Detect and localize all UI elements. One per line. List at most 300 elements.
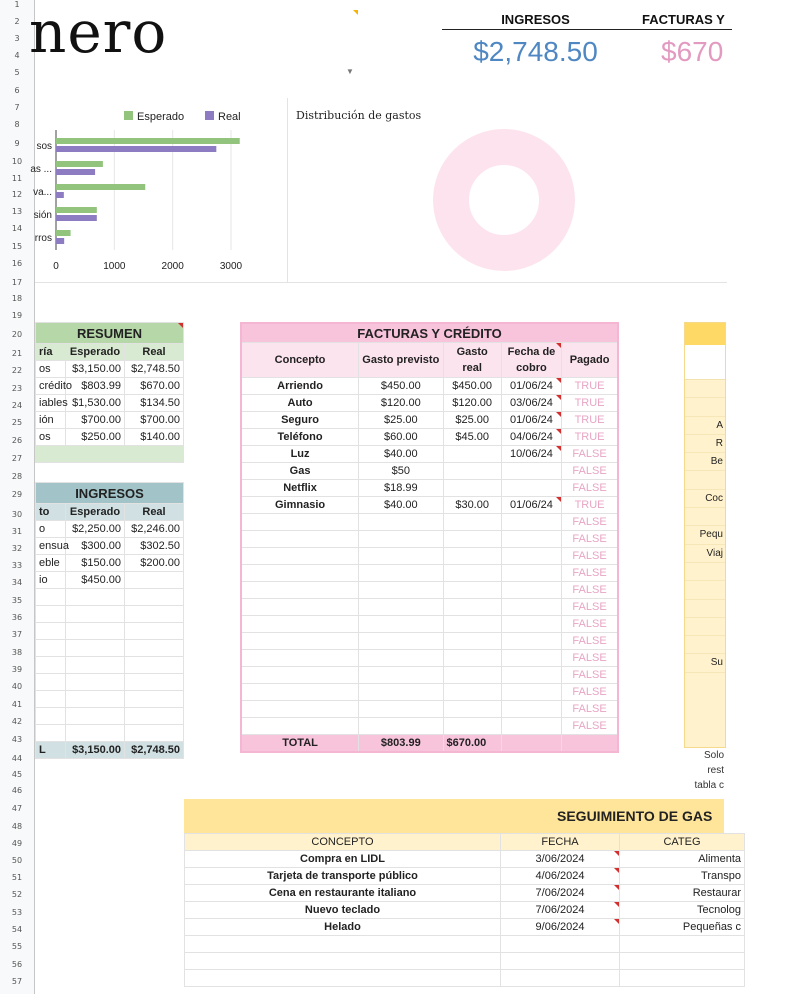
table-row[interactable]	[241, 497, 618, 514]
table-cell[interactable]	[620, 970, 745, 987]
table-cell[interactable]	[36, 623, 66, 640]
table-cell[interactable]	[443, 667, 501, 684]
table-cell[interactable]	[66, 606, 125, 623]
table-cell[interactable]: io	[36, 572, 66, 589]
row-number[interactable]: 8	[14, 120, 20, 129]
table-cell[interactable]: Nuevo teclado	[185, 902, 501, 919]
table-cell[interactable]: $300.00	[66, 538, 125, 555]
table-cell[interactable]	[185, 970, 501, 987]
table-cell[interactable]	[501, 718, 561, 735]
table-cell[interactable]: $700.00	[66, 412, 125, 429]
table-row[interactable]	[241, 650, 618, 667]
table-cell[interactable]: $200.00	[125, 555, 184, 572]
table-row[interactable]	[36, 555, 184, 572]
table-row[interactable]	[185, 902, 745, 919]
table-cell[interactable]: os	[36, 429, 66, 446]
table-cell[interactable]	[125, 674, 184, 691]
table-row[interactable]	[241, 599, 618, 616]
paid-checkbox[interactable]: FALSE	[562, 480, 618, 497]
row-number[interactable]: 29	[11, 490, 23, 499]
table-row[interactable]	[36, 708, 184, 725]
row-number[interactable]: 19	[11, 311, 23, 320]
table-cell[interactable]	[443, 548, 501, 565]
table-cell[interactable]: $120.00	[359, 395, 443, 412]
table-row[interactable]	[241, 667, 618, 684]
table-cell[interactable]: 9/06/2024	[501, 919, 620, 936]
table-cell[interactable]	[443, 684, 501, 701]
table-cell[interactable]	[66, 589, 125, 606]
table-cell[interactable]: $40.00	[359, 497, 443, 514]
table-row[interactable]	[241, 446, 618, 463]
table-row[interactable]	[36, 395, 184, 412]
row-number[interactable]: 40	[11, 682, 23, 691]
paid-checkbox[interactable]: FALSE	[562, 701, 618, 718]
table-cell[interactable]: A	[685, 417, 725, 435]
table-cell[interactable]	[36, 657, 66, 674]
table-cell[interactable]: Cena en restaurante italiano	[185, 885, 501, 902]
table-row[interactable]	[36, 725, 184, 742]
table-cell[interactable]: Pequ	[685, 526, 725, 544]
table-row[interactable]	[36, 572, 184, 589]
paid-checkbox[interactable]: TRUE	[562, 412, 618, 429]
table-cell[interactable]	[685, 581, 725, 599]
paid-checkbox[interactable]: FALSE	[562, 650, 618, 667]
table-cell[interactable]	[359, 582, 443, 599]
row-number[interactable]: 3	[14, 34, 20, 43]
table-cell[interactable]	[501, 599, 561, 616]
row-number[interactable]: 36	[11, 613, 23, 622]
table-cell[interactable]	[125, 572, 184, 589]
table-cell[interactable]	[359, 684, 443, 701]
table-row[interactable]	[241, 412, 618, 429]
table-cell[interactable]	[501, 936, 620, 953]
row-number[interactable]: 56	[11, 960, 23, 969]
paid-checkbox[interactable]: FALSE	[562, 582, 618, 599]
table-cell[interactable]: ión	[36, 412, 66, 429]
table-cell[interactable]	[125, 606, 184, 623]
table-cell[interactable]	[185, 936, 501, 953]
table-row[interactable]	[36, 640, 184, 657]
table-row[interactable]	[36, 361, 184, 378]
paid-checkbox[interactable]: FALSE	[562, 599, 618, 616]
table-cell[interactable]	[241, 667, 359, 684]
table-cell[interactable]: Gimnasio	[241, 497, 359, 514]
table-cell[interactable]: eble	[36, 555, 66, 572]
table-cell[interactable]: $60.00	[359, 429, 443, 446]
table-cell[interactable]: R	[685, 435, 725, 453]
table-cell[interactable]	[66, 691, 125, 708]
table-row[interactable]	[36, 674, 184, 691]
row-number[interactable]: 16	[11, 259, 23, 268]
table-cell[interactable]: Compra en LIDL	[185, 851, 501, 868]
row-number[interactable]: 17	[11, 278, 23, 287]
table-cell[interactable]	[241, 582, 359, 599]
row-number[interactable]: 13	[11, 207, 23, 216]
row-number[interactable]: 33	[11, 561, 23, 570]
table-row[interactable]	[241, 582, 618, 599]
table-cell[interactable]	[501, 701, 561, 718]
table-cell[interactable]: $45.00	[443, 429, 501, 446]
table-cell[interactable]: $134.50	[125, 395, 184, 412]
table-cell[interactable]	[685, 398, 725, 416]
table-cell[interactable]	[443, 599, 501, 616]
table-cell[interactable]	[36, 606, 66, 623]
paid-checkbox[interactable]: TRUE	[562, 429, 618, 446]
row-number[interactable]: 30	[11, 510, 23, 519]
paid-checkbox[interactable]: FALSE	[562, 616, 618, 633]
row-number[interactable]: 10	[11, 157, 23, 166]
table-cell[interactable]: ensua	[36, 538, 66, 555]
table-cell[interactable]: $25.00	[443, 412, 501, 429]
table-row[interactable]	[185, 868, 745, 885]
row-number[interactable]: 37	[11, 630, 23, 639]
row-number[interactable]: 2	[14, 17, 20, 26]
table-cell[interactable]	[66, 623, 125, 640]
table-cell[interactable]	[66, 657, 125, 674]
table-cell[interactable]	[241, 701, 359, 718]
table-row[interactable]	[36, 589, 184, 606]
row-number[interactable]: 4	[14, 51, 20, 60]
row-number[interactable]: 45	[11, 770, 23, 779]
table-row[interactable]	[36, 412, 184, 429]
paid-checkbox[interactable]: FALSE	[562, 667, 618, 684]
table-cell[interactable]	[359, 616, 443, 633]
row-number[interactable]: 43	[11, 735, 23, 744]
table-cell[interactable]	[125, 708, 184, 725]
table-cell[interactable]	[125, 623, 184, 640]
table-cell[interactable]	[125, 657, 184, 674]
table-cell[interactable]	[685, 636, 725, 654]
table-cell[interactable]	[36, 691, 66, 708]
table-cell[interactable]	[241, 650, 359, 667]
table-cell[interactable]: 01/06/24	[501, 497, 561, 514]
table-row[interactable]	[185, 919, 745, 936]
table-row[interactable]	[241, 514, 618, 531]
table-cell[interactable]: 3/06/2024	[501, 851, 620, 868]
table-cell[interactable]	[501, 480, 561, 497]
table-cell[interactable]: $40.00	[359, 446, 443, 463]
table-cell[interactable]: 10/06/24	[501, 446, 561, 463]
table-cell[interactable]: $803.99	[66, 378, 125, 395]
row-number[interactable]: 28	[11, 472, 23, 481]
table-cell[interactable]: Be	[685, 453, 725, 471]
row-number[interactable]: 31	[11, 527, 23, 536]
table-row[interactable]	[185, 936, 745, 953]
table-cell[interactable]: Tecnolog	[620, 902, 745, 919]
row-number[interactable]: 5	[14, 68, 20, 77]
table-cell[interactable]: o	[36, 521, 66, 538]
table-cell[interactable]	[501, 633, 561, 650]
table-cell[interactable]	[36, 725, 66, 742]
table-cell[interactable]	[620, 953, 745, 970]
paid-checkbox[interactable]: FALSE	[562, 548, 618, 565]
table-cell[interactable]	[685, 563, 725, 581]
row-number[interactable]: 41	[11, 700, 23, 709]
table-cell[interactable]	[66, 708, 125, 725]
table-cell[interactable]: $250.00	[66, 429, 125, 446]
table-cell[interactable]: Helado	[185, 919, 501, 936]
table-cell[interactable]: 01/06/24	[501, 412, 561, 429]
table-row[interactable]	[36, 538, 184, 555]
table-cell[interactable]	[36, 674, 66, 691]
table-cell[interactable]	[443, 531, 501, 548]
row-number[interactable]: 48	[11, 822, 23, 831]
table-cell[interactable]	[185, 953, 501, 970]
table-cell[interactable]	[36, 640, 66, 657]
spreadsheet-canvas[interactable]	[29, 0, 741, 994]
row-number[interactable]: 34	[11, 578, 23, 587]
paid-checkbox[interactable]: TRUE	[562, 378, 618, 395]
table-cell[interactable]	[125, 691, 184, 708]
table-row[interactable]	[185, 953, 745, 970]
table-cell[interactable]	[241, 684, 359, 701]
table-cell[interactable]	[241, 514, 359, 531]
table-cell[interactable]	[501, 565, 561, 582]
table-cell[interactable]	[359, 531, 443, 548]
table-cell[interactable]: $18.99	[359, 480, 443, 497]
paid-checkbox[interactable]: FALSE	[562, 633, 618, 650]
table-cell[interactable]	[241, 718, 359, 735]
table-cell[interactable]: $25.00	[359, 412, 443, 429]
table-cell[interactable]	[501, 953, 620, 970]
table-cell[interactable]	[443, 633, 501, 650]
paid-checkbox[interactable]: FALSE	[562, 684, 618, 701]
table-cell[interactable]	[125, 589, 184, 606]
table-cell[interactable]	[501, 650, 561, 667]
table-cell[interactable]: $2,250.00	[66, 521, 125, 538]
table-cell[interactable]: 7/06/2024	[501, 902, 620, 919]
table-cell[interactable]: $450.00	[66, 572, 125, 589]
table-cell[interactable]: $140.00	[125, 429, 184, 446]
table-cell[interactable]	[501, 582, 561, 599]
table-cell[interactable]: $670.00	[125, 378, 184, 395]
row-number[interactable]: 22	[11, 366, 23, 375]
paid-checkbox[interactable]: FALSE	[562, 718, 618, 735]
row-number[interactable]: 25	[11, 418, 23, 427]
row-number[interactable]: 32	[11, 544, 23, 553]
table-cell[interactable]	[501, 684, 561, 701]
table-cell[interactable]	[443, 582, 501, 599]
table-cell[interactable]	[501, 548, 561, 565]
table-cell[interactable]: $50	[359, 463, 443, 480]
table-cell[interactable]: $3,150.00	[66, 361, 125, 378]
table-cell[interactable]: 7/06/2024	[501, 885, 620, 902]
paid-checkbox[interactable]: FALSE	[562, 463, 618, 480]
paid-checkbox[interactable]: FALSE	[562, 565, 618, 582]
table-cell[interactable]	[241, 633, 359, 650]
row-number[interactable]: 35	[11, 596, 23, 605]
table-cell[interactable]: 4/06/2024	[501, 868, 620, 885]
table-row[interactable]	[241, 548, 618, 565]
table-cell[interactable]	[501, 970, 620, 987]
table-cell[interactable]	[241, 531, 359, 548]
table-row[interactable]	[36, 691, 184, 708]
table-row[interactable]	[241, 395, 618, 412]
table-cell[interactable]	[241, 599, 359, 616]
row-number[interactable]: 49	[11, 839, 23, 848]
row-number[interactable]: 47	[11, 804, 23, 813]
table-cell[interactable]	[443, 650, 501, 667]
table-cell[interactable]: $2,246.00	[125, 521, 184, 538]
table-cell[interactable]: Restaurar	[620, 885, 745, 902]
table-cell[interactable]: Alimenta	[620, 851, 745, 868]
row-number[interactable]: 23	[11, 384, 23, 393]
row-number[interactable]: 1	[14, 0, 20, 9]
table-row[interactable]	[241, 531, 618, 548]
table-cell[interactable]: $450.00	[443, 378, 501, 395]
table-cell[interactable]: Auto	[241, 395, 359, 412]
table-cell[interactable]	[501, 616, 561, 633]
table-row[interactable]	[241, 633, 618, 650]
table-cell[interactable]: Teléfono	[241, 429, 359, 446]
row-number[interactable]: 51	[11, 873, 23, 882]
table-cell[interactable]: $700.00	[125, 412, 184, 429]
table-cell[interactable]	[685, 380, 725, 398]
table-row[interactable]	[241, 684, 618, 701]
dropdown-arrow-icon[interactable]: ▼	[346, 67, 354, 76]
table-cell[interactable]: 04/06/24	[501, 429, 561, 446]
table-cell[interactable]: Viaj	[685, 545, 725, 563]
table-cell[interactable]: $2,748.50	[125, 361, 184, 378]
table-cell[interactable]: Pequeñas c	[620, 919, 745, 936]
table-cell[interactable]	[443, 718, 501, 735]
row-number[interactable]: 54	[11, 925, 23, 934]
table-cell[interactable]	[359, 633, 443, 650]
table-cell[interactable]	[241, 548, 359, 565]
table-cell[interactable]	[66, 674, 125, 691]
table-row[interactable]	[36, 378, 184, 395]
table-cell[interactable]: $450.00	[359, 378, 443, 395]
row-number[interactable]: 20	[11, 330, 23, 339]
table-cell[interactable]	[501, 463, 561, 480]
table-row[interactable]	[241, 701, 618, 718]
table-cell[interactable]	[359, 667, 443, 684]
row-number[interactable]: 52	[11, 890, 23, 899]
table-cell[interactable]	[66, 640, 125, 657]
table-cell[interactable]: Gas	[241, 463, 359, 480]
table-cell[interactable]	[443, 565, 501, 582]
table-row[interactable]	[185, 851, 745, 868]
table-cell[interactable]	[125, 725, 184, 742]
table-cell[interactable]	[36, 708, 66, 725]
table-cell[interactable]	[685, 618, 725, 636]
table-cell[interactable]: Coc	[685, 490, 725, 508]
table-cell[interactable]	[359, 650, 443, 667]
table-cell[interactable]	[359, 701, 443, 718]
table-cell[interactable]: $302.50	[125, 538, 184, 555]
row-number[interactable]: 9	[14, 139, 20, 148]
table-cell[interactable]	[66, 725, 125, 742]
table-cell[interactable]	[443, 616, 501, 633]
row-number[interactable]: 24	[11, 401, 23, 410]
table-row[interactable]	[241, 565, 618, 582]
table-cell[interactable]: $30.00	[443, 497, 501, 514]
row-number[interactable]: 15	[11, 242, 23, 251]
table-cell[interactable]	[685, 508, 725, 526]
table-cell[interactable]: iables	[36, 395, 66, 412]
table-cell[interactable]	[36, 589, 66, 606]
table-cell[interactable]: $1,530.00	[66, 395, 125, 412]
paid-checkbox[interactable]: TRUE	[562, 395, 618, 412]
paid-checkbox[interactable]: FALSE	[562, 531, 618, 548]
paid-checkbox[interactable]: FALSE	[562, 514, 618, 531]
table-cell[interactable]: 01/06/24	[501, 378, 561, 395]
table-cell[interactable]	[359, 718, 443, 735]
table-cell[interactable]: Su	[685, 654, 725, 672]
table-cell[interactable]: Transpo	[620, 868, 745, 885]
table-cell[interactable]	[359, 548, 443, 565]
row-number[interactable]: 11	[11, 174, 23, 183]
table-cell[interactable]	[443, 701, 501, 718]
table-cell[interactable]: 03/06/24	[501, 395, 561, 412]
table-cell[interactable]: Arriendo	[241, 378, 359, 395]
table-cell[interactable]	[443, 480, 501, 497]
table-row[interactable]	[36, 429, 184, 446]
table-cell[interactable]	[685, 471, 725, 489]
table-cell[interactable]	[501, 667, 561, 684]
row-number[interactable]: 46	[11, 786, 23, 795]
paid-checkbox[interactable]: TRUE	[562, 497, 618, 514]
row-number[interactable]: 44	[11, 754, 23, 763]
table-cell[interactable]	[443, 514, 501, 531]
table-cell[interactable]: Seguro	[241, 412, 359, 429]
row-number[interactable]: 42	[11, 717, 23, 726]
row-number[interactable]: 50	[11, 856, 23, 865]
table-cell[interactable]	[359, 514, 443, 531]
paid-checkbox[interactable]: FALSE	[562, 446, 618, 463]
table-cell[interactable]: os	[36, 361, 66, 378]
table-row[interactable]	[36, 606, 184, 623]
table-row[interactable]	[241, 463, 618, 480]
table-row[interactable]	[241, 378, 618, 395]
table-row[interactable]	[241, 429, 618, 446]
table-cell[interactable]: Tarjeta de transporte público	[185, 868, 501, 885]
row-number[interactable]: 39	[11, 665, 23, 674]
table-row[interactable]	[36, 623, 184, 640]
table-row[interactable]	[241, 616, 618, 633]
table-cell[interactable]	[125, 640, 184, 657]
row-number[interactable]: 38	[11, 648, 23, 657]
table-cell[interactable]: $150.00	[66, 555, 125, 572]
row-number[interactable]: 26	[11, 436, 23, 445]
row-number[interactable]: 18	[11, 294, 23, 303]
table-cell[interactable]	[620, 936, 745, 953]
table-cell[interactable]: Luz	[241, 446, 359, 463]
table-cell[interactable]	[359, 599, 443, 616]
table-row[interactable]	[185, 970, 745, 987]
row-number[interactable]: 7	[14, 103, 20, 112]
table-cell[interactable]: Netflix	[241, 480, 359, 497]
row-number[interactable]: 14	[11, 224, 23, 233]
table-row[interactable]	[185, 885, 745, 902]
row-number[interactable]: 12	[11, 190, 23, 199]
table-cell[interactable]	[501, 531, 561, 548]
table-cell[interactable]	[501, 514, 561, 531]
table-cell[interactable]	[685, 600, 725, 618]
table-cell[interactable]	[359, 565, 443, 582]
table-cell[interactable]	[241, 565, 359, 582]
row-number[interactable]: 27	[11, 454, 23, 463]
table-cell[interactable]	[443, 463, 501, 480]
row-number[interactable]: 21	[11, 349, 23, 358]
row-number[interactable]: 55	[11, 942, 23, 951]
row-number[interactable]: 53	[11, 908, 23, 917]
table-cell[interactable]: $120.00	[443, 395, 501, 412]
donut-chart-panel[interactable]	[287, 98, 727, 283]
row-number[interactable]: 6	[14, 86, 20, 95]
table-cell[interactable]: crédito	[36, 378, 66, 395]
table-row[interactable]	[241, 718, 618, 735]
